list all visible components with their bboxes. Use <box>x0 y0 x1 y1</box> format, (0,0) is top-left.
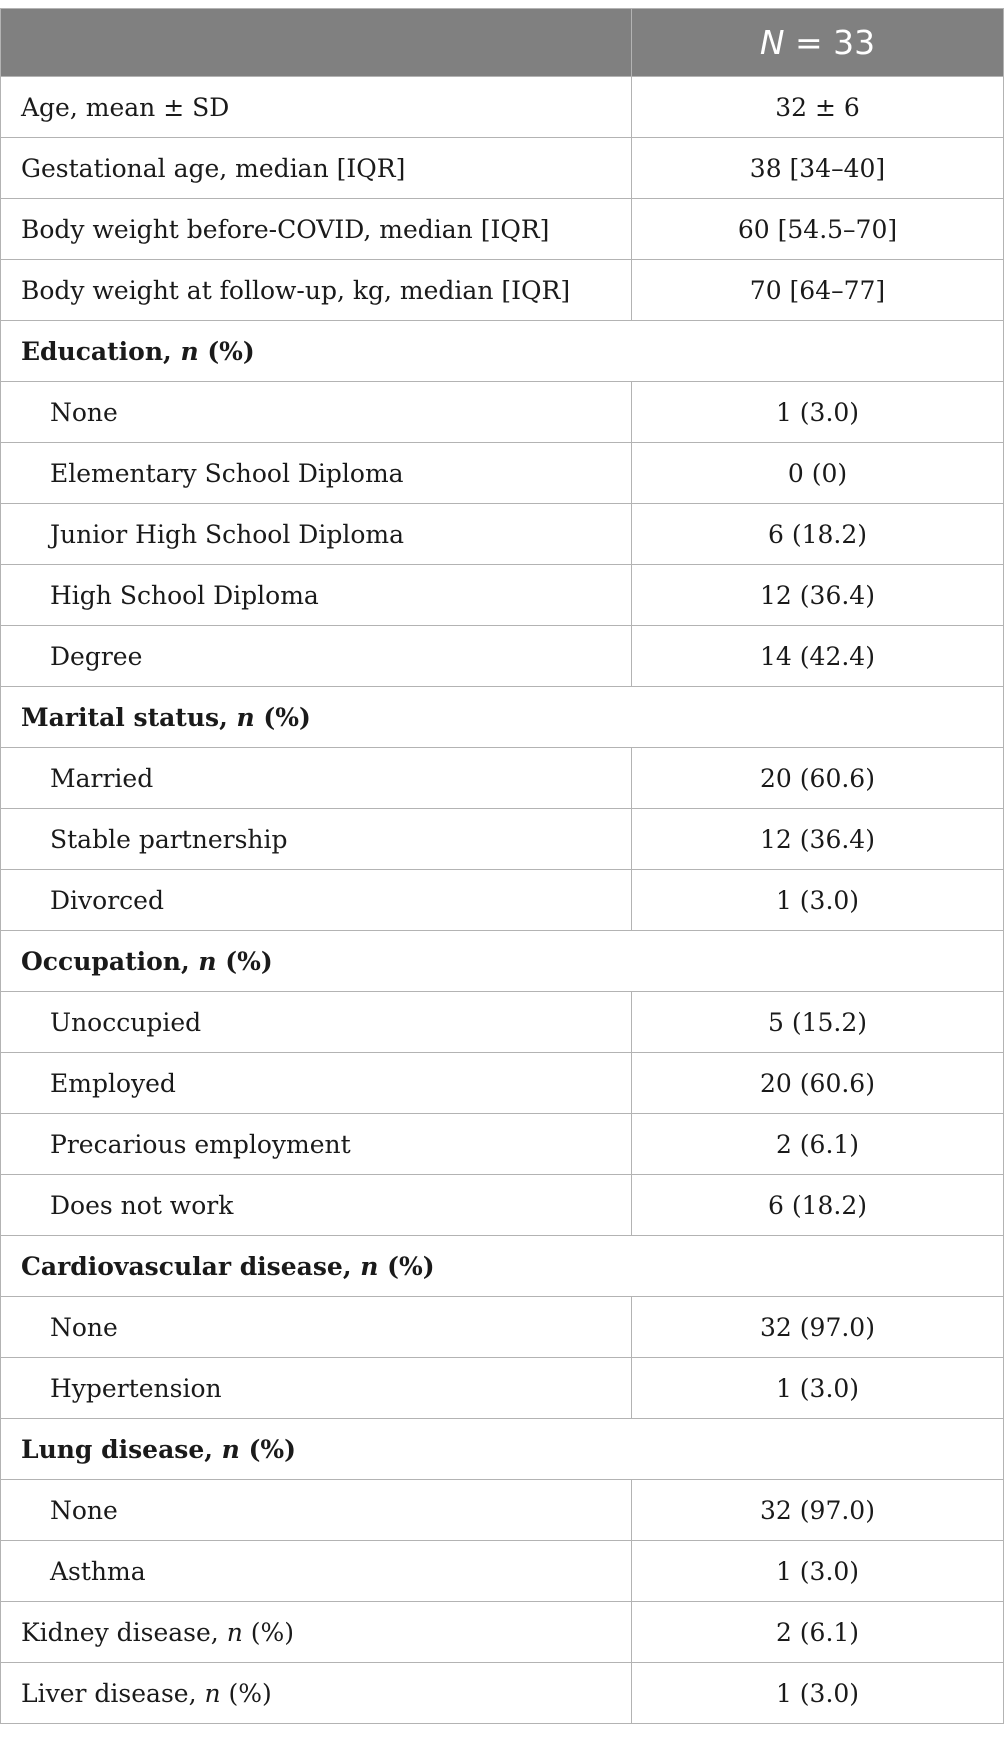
row-label-cell: Divorced <box>1 870 632 931</box>
header-n-count: = 33 <box>784 23 876 62</box>
section-header-cell <box>1 1419 1004 1480</box>
sub-item-row <box>1 1114 1004 1175</box>
row-value-cell: 12 (36.4) <box>632 809 1004 870</box>
characteristics-table-container <box>0 8 1003 1724</box>
section-label: Marital status, <box>21 702 237 732</box>
row-n-symbol: n <box>204 1678 221 1708</box>
row-value-cell: 1 (3.0) <box>632 1358 1004 1419</box>
row-value-cell: 1 (3.0) <box>632 870 1004 931</box>
section-n-symbol: n <box>236 702 255 732</box>
header-row <box>1 9 1004 77</box>
sub-item-row <box>1 1541 1004 1602</box>
section-header-row <box>1 1236 1004 1297</box>
header-n-cell <box>632 9 1004 77</box>
table-row <box>1 260 1004 321</box>
section-percent-label: (%) <box>239 1434 296 1464</box>
row-label-cell: Junior High School Diploma <box>1 504 632 565</box>
sub-item-row <box>1 1053 1004 1114</box>
sub-item-row <box>1 443 1004 504</box>
sub-item-row <box>1 809 1004 870</box>
row-label-cell: Body weight at follow-up, kg, median [IQR] <box>1 260 632 321</box>
row-value-cell: 1 (3.0) <box>632 1541 1004 1602</box>
row-value-cell: 60 [54.5–70] <box>632 199 1004 260</box>
row-label-cell: Body weight before-COVID, median [IQR] <box>1 199 632 260</box>
section-label: Lung disease, <box>21 1434 222 1464</box>
table-header <box>1 9 1004 77</box>
sub-item-row <box>1 626 1004 687</box>
row-label: Liver disease, <box>21 1678 205 1708</box>
table-row <box>1 1602 1004 1663</box>
row-value-cell: 14 (42.4) <box>632 626 1004 687</box>
row-label-cell: Stable partnership <box>1 809 632 870</box>
header-n-symbol: N <box>759 23 785 62</box>
section-header-cell <box>1 1236 1004 1297</box>
section-header-row <box>1 931 1004 992</box>
row-label-cell: None <box>1 1480 632 1541</box>
row-label-cell: Elementary School Diploma <box>1 443 632 504</box>
row-value-cell: 2 (6.1) <box>632 1114 1004 1175</box>
section-label: Education, <box>21 336 181 366</box>
sub-item-row <box>1 504 1004 565</box>
row-value-cell: 20 (60.6) <box>632 748 1004 809</box>
row-label-cell: Married <box>1 748 632 809</box>
row-value-cell: 70 [64–77] <box>632 260 1004 321</box>
sub-item-row <box>1 992 1004 1053</box>
section-header-cell <box>1 687 1004 748</box>
row-value-cell: 6 (18.2) <box>632 1175 1004 1236</box>
row-label-cell: None <box>1 1297 632 1358</box>
section-header-row <box>1 321 1004 382</box>
row-value-cell: 0 (0) <box>632 443 1004 504</box>
table-row <box>1 1663 1004 1724</box>
row-percent-label: (%) <box>220 1678 272 1708</box>
row-n-symbol: n <box>226 1617 243 1647</box>
characteristics-table <box>0 8 1004 1724</box>
sub-item-row <box>1 748 1004 809</box>
row-label-cell: Age, mean ± SD <box>1 77 632 138</box>
table-row <box>1 138 1004 199</box>
section-n-symbol: n <box>221 1434 240 1464</box>
row-value-cell: 12 (36.4) <box>632 565 1004 626</box>
row-value-cell: 6 (18.2) <box>632 504 1004 565</box>
table-row <box>1 199 1004 260</box>
row-label-cell: Precarious employment <box>1 1114 632 1175</box>
sub-item-row <box>1 870 1004 931</box>
row-value-cell: 20 (60.6) <box>632 1053 1004 1114</box>
row-label-cell: Does not work <box>1 1175 632 1236</box>
row-value-cell: 2 (6.1) <box>632 1602 1004 1663</box>
table-body <box>1 77 1004 1724</box>
row-label-cell: None <box>1 382 632 443</box>
row-value-cell: 1 (3.0) <box>632 382 1004 443</box>
row-value-cell: 38 [34–40] <box>632 138 1004 199</box>
sub-item-row <box>1 1297 1004 1358</box>
section-label: Cardiovascular disease, <box>21 1251 361 1281</box>
section-n-symbol: n <box>180 336 199 366</box>
section-header-cell <box>1 931 1004 992</box>
section-label: Occupation, <box>21 946 199 976</box>
row-value-cell: 32 (97.0) <box>632 1297 1004 1358</box>
section-n-symbol: n <box>360 1251 379 1281</box>
row-label-cell: Asthma <box>1 1541 632 1602</box>
section-n-symbol: n <box>198 946 217 976</box>
sub-item-row <box>1 565 1004 626</box>
row-label-cell: Unoccupied <box>1 992 632 1053</box>
row-value-cell: 32 (97.0) <box>632 1480 1004 1541</box>
row-value-cell: 32 ± 6 <box>632 77 1004 138</box>
row-value-cell: 5 (15.2) <box>632 992 1004 1053</box>
row-label-cell: Degree <box>1 626 632 687</box>
section-percent-label: (%) <box>254 702 311 732</box>
row-label-cell: Gestational age, median [IQR] <box>1 138 632 199</box>
row-label-cell: High School Diploma <box>1 565 632 626</box>
header-empty-cell <box>1 9 632 77</box>
section-percent-label: (%) <box>378 1251 435 1281</box>
section-header-row <box>1 1419 1004 1480</box>
row-label-cell: Employed <box>1 1053 632 1114</box>
sub-item-row <box>1 1175 1004 1236</box>
sub-item-row <box>1 382 1004 443</box>
row-percent-label: (%) <box>242 1617 295 1647</box>
section-header-row <box>1 687 1004 748</box>
section-percent-label: (%) <box>216 946 273 976</box>
section-header-cell <box>1 321 1004 382</box>
table-row <box>1 77 1004 138</box>
sub-item-row <box>1 1358 1004 1419</box>
sub-item-row <box>1 1480 1004 1541</box>
row-label-cell <box>1 1663 632 1724</box>
row-label: Kidney disease, <box>21 1617 227 1647</box>
section-percent-label: (%) <box>198 336 255 366</box>
row-label-cell: Hypertension <box>1 1358 632 1419</box>
row-value-cell: 1 (3.0) <box>632 1663 1004 1724</box>
row-label-cell <box>1 1602 632 1663</box>
